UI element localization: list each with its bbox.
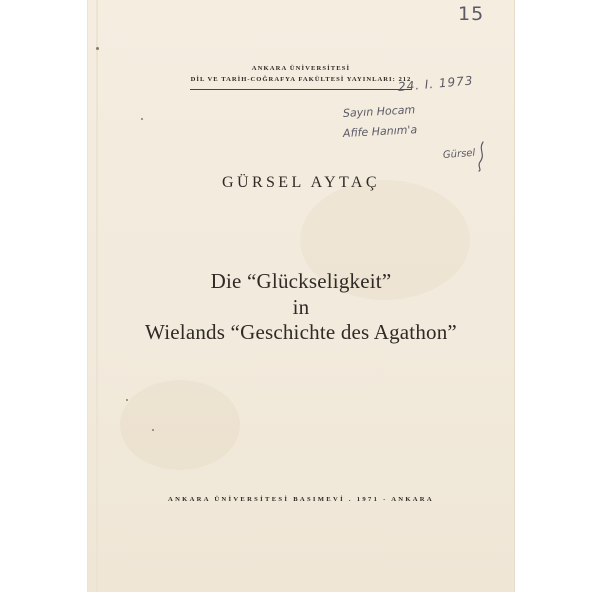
series-institution: ANKARA ÜNİVERSİTESİ [251, 65, 351, 72]
handwritten-dedication-line-2: Afife Hanım'a [342, 123, 418, 140]
book-title-line-1: Die “Glückseligkeit” [210, 269, 392, 293]
paper-blemish [126, 399, 128, 401]
author-name: GÜRSEL AYTAÇ [222, 174, 380, 191]
signature-flourish [474, 140, 488, 172]
publisher-imprint: ANKARA ÜNİVERSİTESİ BASIMEVİ . 1971 - ANKARA [168, 496, 434, 503]
handwritten-page-number: 15 [458, 3, 485, 25]
handwritten-date: 24. I. 1973 [397, 73, 474, 94]
paper-blemish [152, 429, 154, 431]
header-rule [190, 89, 412, 90]
book-title-line-3: Wielands “Geschichte des Agathon” [145, 320, 457, 344]
paper-blemish [141, 118, 143, 120]
handwritten-signature: Gürsel [442, 147, 476, 161]
series-publication: DİL VE TARİH-COĞRAFYA FAKÜLTESİ YAYINLARI: 212 [190, 76, 412, 83]
handwritten-dedication-line-1: Sayın Hocam [342, 103, 416, 120]
book-title-line-2: in [292, 295, 310, 319]
paper-blemish [96, 47, 99, 50]
paper-stain [120, 380, 240, 470]
